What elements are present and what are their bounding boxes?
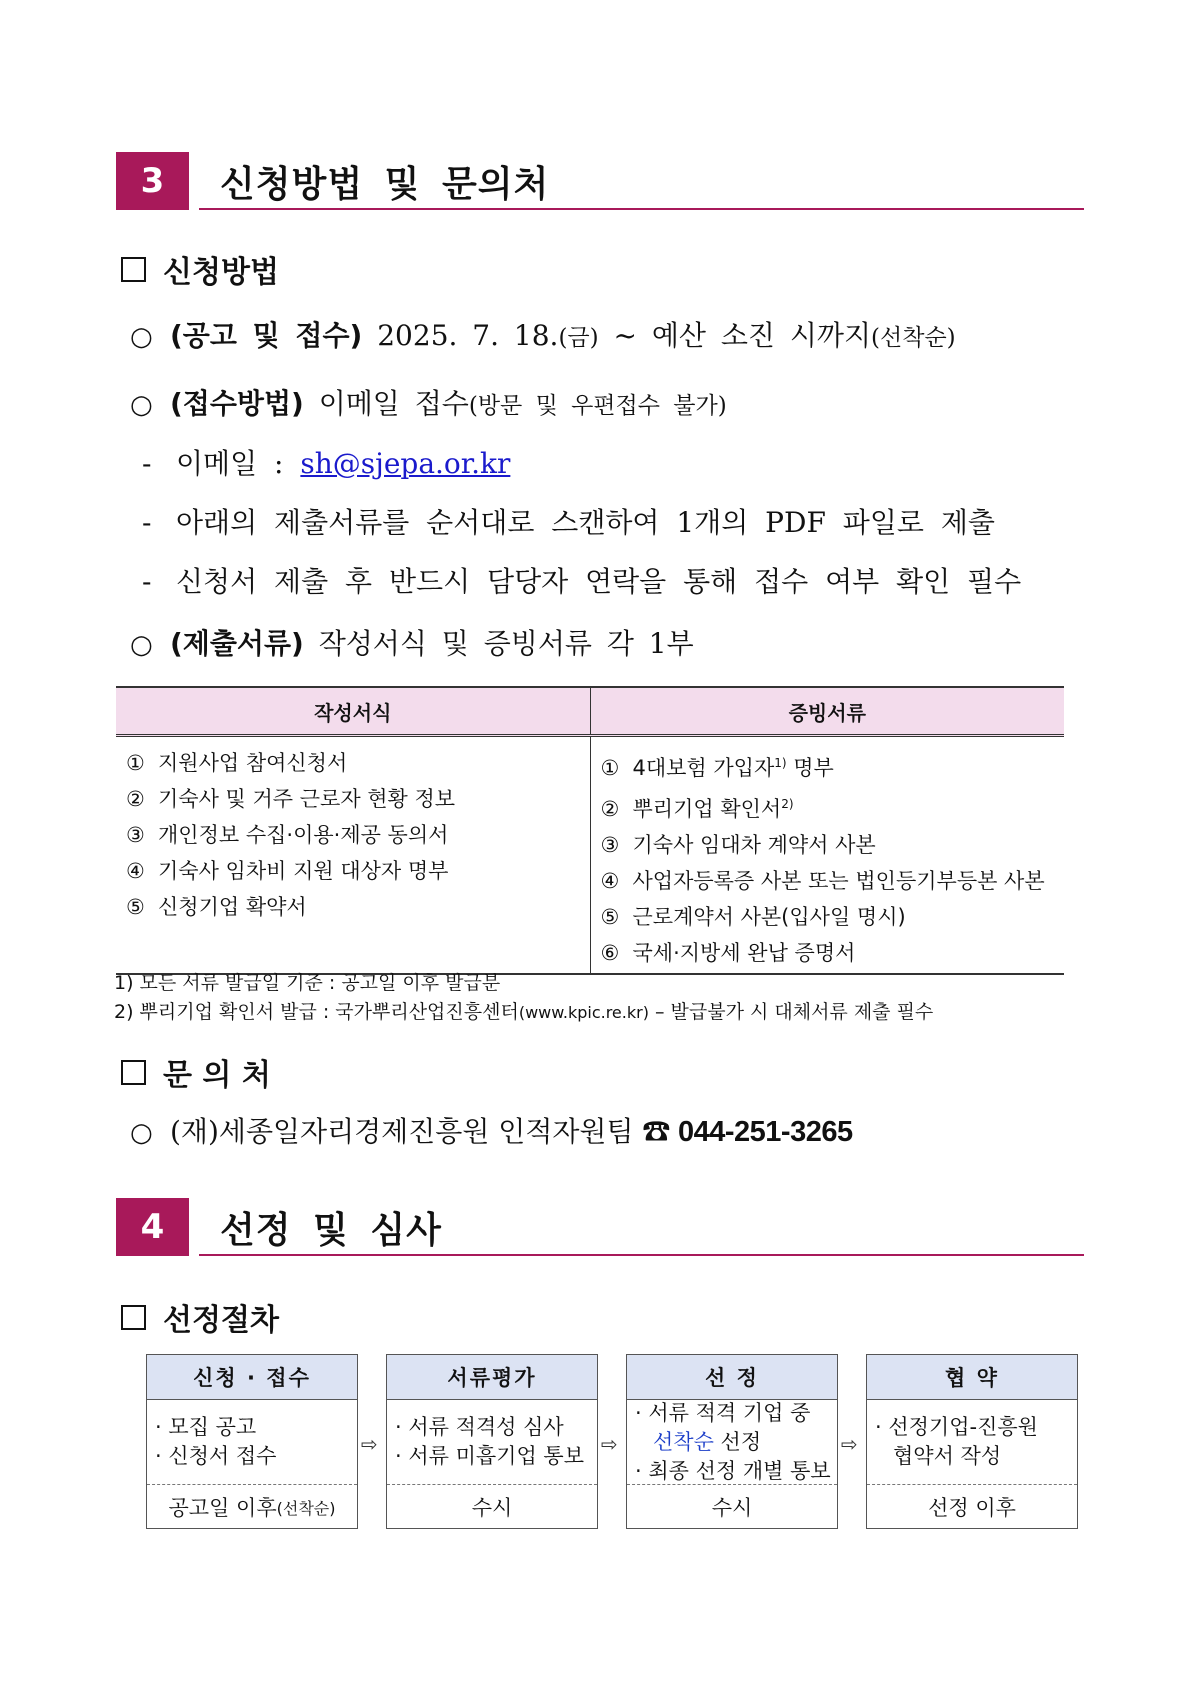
subheading-contact bbox=[121, 1050, 271, 1094]
flow-step-body: · 모집 공고 · 신청서 접수 bbox=[147, 1400, 357, 1485]
item-text: ~ 예산 소진 시까지 bbox=[598, 319, 872, 352]
table-header-row bbox=[116, 687, 1064, 736]
forms-cell bbox=[116, 736, 590, 975]
flow-arrow-icon: ⇨ bbox=[361, 1432, 378, 1456]
list-item: ③ 기숙사 임대차 계약서 사본 bbox=[600, 833, 876, 857]
list-item: ⑤ 근로계약서 사본(입사일 명시) bbox=[600, 905, 906, 929]
item-text: 2025. 7. 18. bbox=[362, 319, 559, 352]
item-text: 작성서식 및 증빙서류 각 1부 bbox=[303, 627, 694, 660]
section-title: 신청방법 및 문의처 bbox=[220, 164, 550, 205]
circle-bullet-icon: ○ bbox=[130, 630, 153, 660]
section-title: 선정 및 심사 bbox=[220, 1210, 442, 1251]
email-line: - 이메일 : sh@sjepa.or.kr bbox=[142, 447, 511, 480]
apply-period-item bbox=[130, 314, 956, 354]
section-number: 4 bbox=[116, 1198, 189, 1256]
checkbox-square-icon bbox=[121, 1305, 146, 1330]
flow-step-agreement bbox=[866, 1354, 1078, 1529]
confirm-instruction-line: - 신청서 제출 후 반드시 담당자 연락을 통해 접수 여부 확인 필수 bbox=[142, 565, 1022, 598]
documents-item bbox=[130, 622, 694, 662]
email-link[interactable]: sh@sjepa.or.kr bbox=[300, 447, 511, 480]
item-label: (접수방법) bbox=[170, 387, 304, 420]
flow-step-timing: 수시 bbox=[471, 1496, 513, 1520]
subheading-label: 문 의 처 bbox=[163, 1058, 271, 1093]
item-label: (제출서류) bbox=[170, 627, 304, 660]
subheading-label: 선정절차 bbox=[163, 1303, 279, 1338]
flow-arrow-icon: ⇨ bbox=[601, 1432, 618, 1456]
email-label: 이메일 : bbox=[176, 447, 301, 480]
item-text-small: (금) bbox=[558, 325, 599, 351]
flow-step-title: 선 정 bbox=[627, 1355, 837, 1400]
list-item: ② 뿌리기업 확인서$^{2)}$ bbox=[600, 797, 794, 821]
flow-step-title: 협 약 bbox=[867, 1355, 1077, 1400]
circle-bullet-icon: ○ bbox=[130, 390, 153, 420]
table-row bbox=[116, 736, 1064, 975]
scan-instruction-text: 아래의 제출서류를 순서대로 스캔하여 1개의 PDF 파일로 제출 bbox=[176, 506, 995, 539]
flow-step-select bbox=[626, 1354, 838, 1529]
list-item: ④ 사업자등록증 사본 또는 법인등기부등본 사본 bbox=[600, 869, 1045, 893]
documents-table bbox=[116, 686, 1064, 975]
section-3-header bbox=[116, 152, 1084, 210]
circle-bullet-icon: ○ bbox=[130, 322, 153, 352]
flow-step-title: 신청 · 접수 bbox=[147, 1355, 357, 1400]
flow-step-apply bbox=[146, 1354, 358, 1529]
subheading-apply bbox=[121, 247, 279, 291]
section-underline bbox=[199, 208, 1084, 210]
item-text-small: (선착순) bbox=[871, 325, 956, 351]
flow-step-title: 서류평가 bbox=[387, 1355, 597, 1400]
list-item: ⑥ 국세·지방세 완납 증명서 bbox=[600, 941, 856, 965]
footnote-1: 1) 모든 서류 발급일 기준 : 공고일 이후 발급분 bbox=[114, 972, 501, 994]
flow-step-timing: 수시 bbox=[711, 1496, 753, 1520]
flow-step-body: · 서류 적격성 심사 · 서류 미흡기업 통보 bbox=[387, 1400, 597, 1485]
section-number: 3 bbox=[116, 152, 189, 210]
flow-step-body: · 선정기업-진흥원 협약서 작성 bbox=[867, 1400, 1077, 1485]
contact-org: (재)세종일자리경제진흥원 인적자원팀 bbox=[170, 1115, 643, 1148]
section-underline bbox=[199, 1254, 1084, 1256]
flow-step-timing: 공고일 이후 (선착순) bbox=[168, 1496, 336, 1520]
phone-number: 044-251-3265 bbox=[670, 1116, 853, 1148]
checkbox-square-icon bbox=[121, 257, 146, 282]
flow-step-timing: 선정 이후 bbox=[928, 1496, 1016, 1520]
flow-step-review bbox=[386, 1354, 598, 1529]
evidence-cell bbox=[590, 736, 1064, 975]
item-text: 이메일 접수 bbox=[303, 387, 469, 420]
checkbox-square-icon bbox=[121, 1060, 146, 1085]
column-header-evidence: 증빙서류 bbox=[590, 687, 1064, 736]
column-header-forms: 작성서식 bbox=[116, 687, 590, 736]
list-item: ⑤ 신청기업 확약서 bbox=[126, 895, 307, 919]
flow-arrow-icon: ⇨ bbox=[841, 1432, 858, 1456]
confirm-instruction-text: 신청서 제출 후 반드시 담당자 연락을 통해 접수 여부 확인 필수 bbox=[176, 565, 1022, 598]
apply-method-item bbox=[130, 382, 727, 422]
phone-icon: ☎ bbox=[642, 1115, 671, 1148]
list-item: ① 4대보험 가입자$^{1)}$ 명부 bbox=[600, 756, 834, 780]
subheading-selection bbox=[121, 1295, 279, 1339]
scan-instruction-line: - 아래의 제출서류를 순서대로 스캔하여 1개의 PDF 파일로 제출 bbox=[142, 506, 995, 539]
section-4-header bbox=[116, 1198, 1084, 1256]
circle-bullet-icon: ○ bbox=[130, 1118, 153, 1148]
list-item: ① 지원사업 참여신청서 bbox=[126, 751, 348, 775]
footnote-2: 2) 뿌리기업 확인서 발급 : 국가뿌리산업진흥센터(www.kpic.re.kr) – 발급불가 시 대체서류 제출 필수 bbox=[114, 1001, 934, 1023]
list-item: ④ 기숙사 임차비 지원 대상자 명부 bbox=[126, 859, 449, 883]
contact-line bbox=[130, 1110, 853, 1150]
subheading-label: 신청방법 bbox=[163, 255, 279, 290]
list-item: ② 기숙사 및 거주 근로자 현황 정보 bbox=[126, 787, 456, 811]
item-text-small: (방문 및 우편접수 불가) bbox=[468, 393, 727, 419]
flow-step-body: · 서류 적격 기업 중 선착순 선정 · 최종 선정 개별 통보 bbox=[627, 1400, 837, 1485]
list-item: ③ 개인정보 수집·이용·제공 동의서 bbox=[126, 823, 449, 847]
item-label: (공고 및 접수) bbox=[170, 319, 363, 352]
